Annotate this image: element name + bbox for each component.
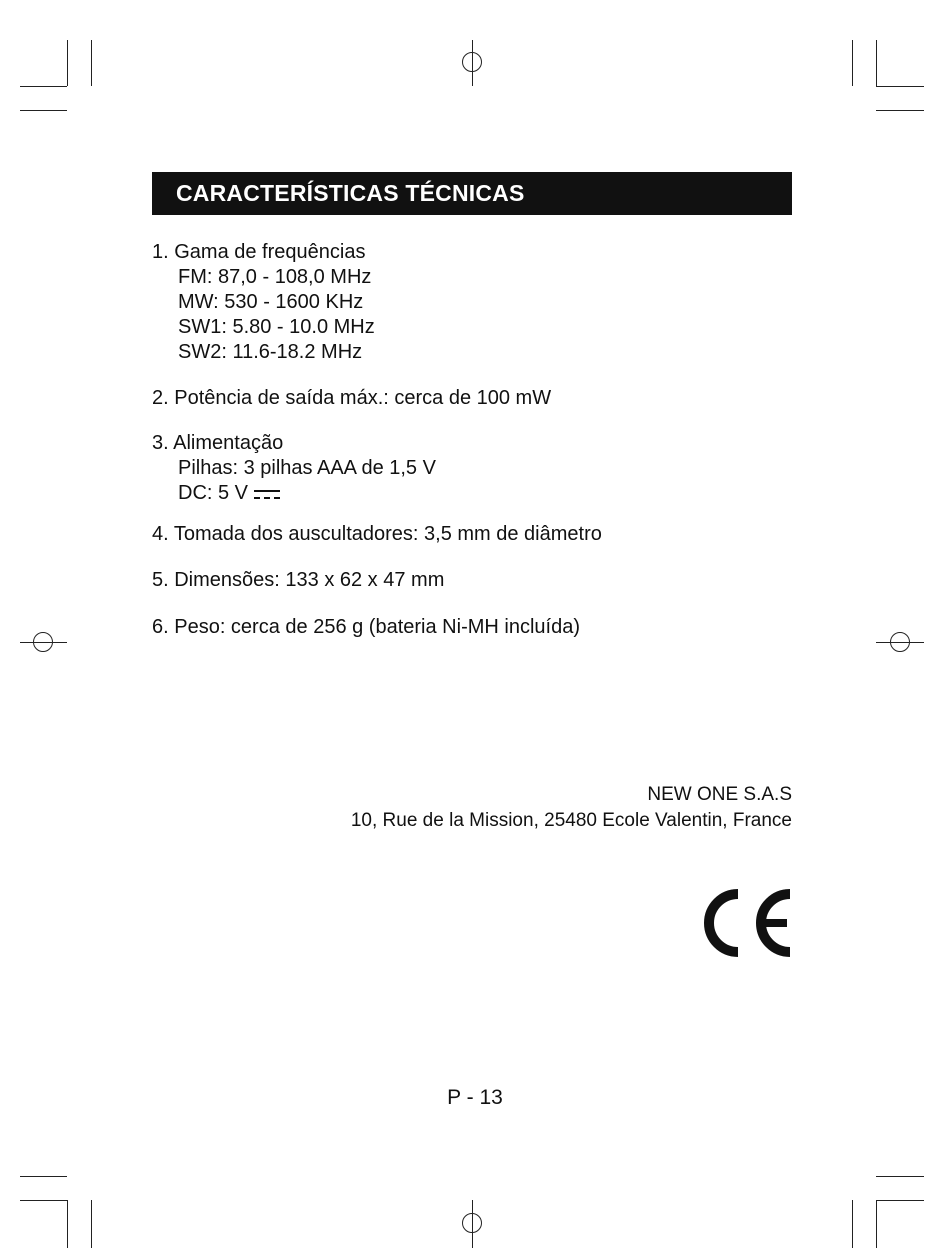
spec-title: 3. Alimentação: [152, 432, 284, 454]
spec-item-weight: [152, 615, 580, 640]
page-number: P - 13: [447, 1086, 503, 1109]
company-name: NEW ONE S.A.S: [647, 784, 792, 805]
spec-title: 4. Tomada dos auscultadores: 3,5 mm de diâmetro: [152, 523, 602, 545]
dc-voltage: DC: 5 V: [178, 482, 249, 504]
spec-title: 6. Peso: cerca de 256 g (bateria Ni-MH incluída): [152, 616, 580, 638]
spec-title: 1. Gama de frequências: [152, 241, 366, 263]
spec-item-dimensions: [152, 568, 444, 593]
spec-line-fm: FM: 87,0 - 108,0 MHz: [178, 266, 372, 288]
spec-title: 5. Dimensões: 133 x 62 x 47 mm: [152, 569, 445, 591]
section-heading: CARACTERÍSTICAS TÉCNICAS: [152, 172, 792, 215]
company-address: 10, Rue de la Mission, 25480 Ecole Valentin, France: [350, 810, 792, 831]
spec-line-dc: [152, 481, 436, 506]
spec-line-batteries: Pilhas: 3 pilhas AAA de 1,5 V: [178, 457, 436, 479]
spec-item-frequency: [152, 240, 375, 365]
spec-item-power-supply: [152, 431, 436, 506]
spec-title: 2. Potência de saída máx.: cerca de 100 mW: [152, 387, 552, 409]
spec-line-sw2: SW2: 11.6-18.2 MHz: [178, 341, 363, 363]
direct-current-icon: [254, 487, 280, 501]
spec-item-power-output: [152, 386, 551, 411]
spec-line-mw: MW: 530 - 1600 KHz: [178, 291, 364, 313]
spec-item-headphone-jack: [152, 522, 602, 547]
ce-mark-icon: [698, 888, 794, 958]
spec-line-sw1: SW1: 5.80 - 10.0 MHz: [178, 316, 375, 338]
